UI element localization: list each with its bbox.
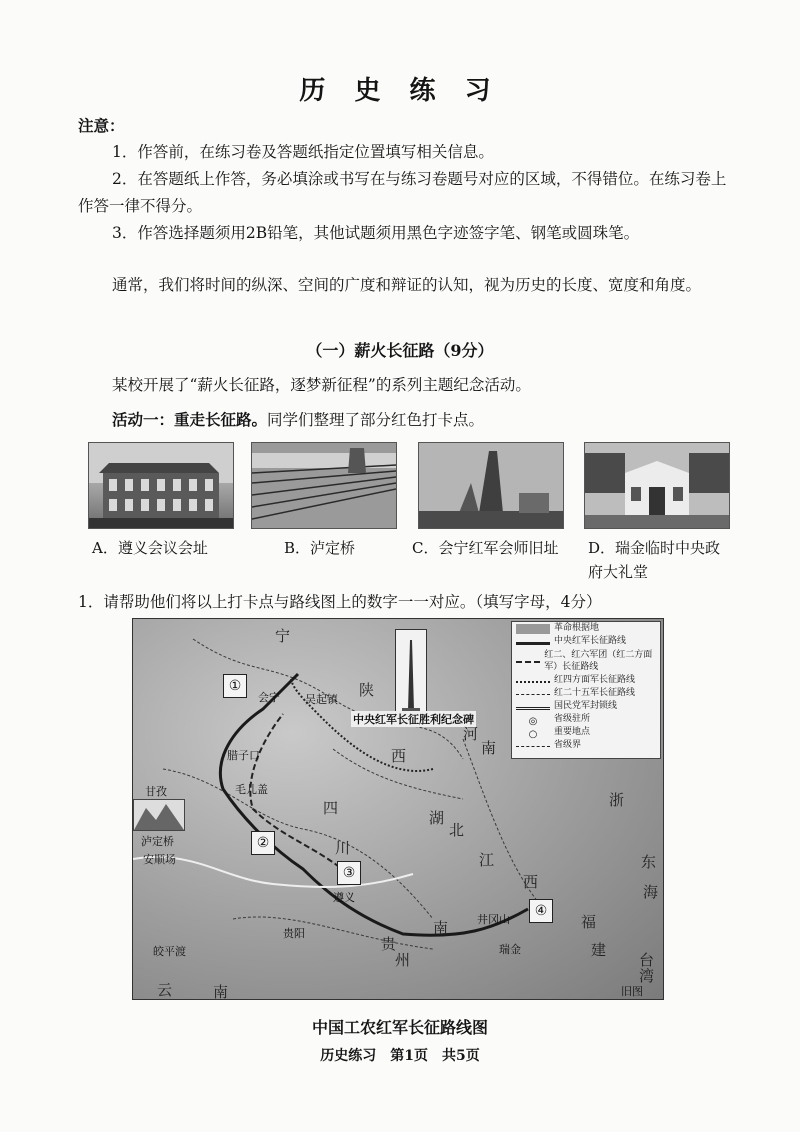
place-label: 瑞金 <box>499 943 521 956</box>
caption-d: D．瑞金临时中央政府大礼堂 <box>588 539 721 581</box>
notes <box>78 112 728 247</box>
place-label: 腊子口 <box>227 749 260 762</box>
place-label: 毛儿盖 <box>235 783 268 796</box>
place-label: 甘孜 <box>145 785 167 798</box>
map-legend <box>511 621 661 759</box>
monument-icon <box>396 630 426 720</box>
map-marker-3: ③ <box>337 861 361 885</box>
activity-intro: 某校开展了“薪火长征路，逐梦新征程”的系列主题纪念活动。 <box>112 376 531 394</box>
province-label: 川 <box>335 839 351 857</box>
note-item-2: 2．在答题纸上作答，务必填涂或书写在与练习卷题号对应的区域，不得错位。在练习卷上作答一律不得分。 <box>78 170 727 215</box>
province-label: 湖 <box>429 809 445 827</box>
place-label: 井冈山 <box>477 913 510 926</box>
mountain-icon <box>134 800 184 830</box>
monument-inset <box>395 629 427 721</box>
legend-row: 国民党军封锁线 <box>512 700 660 713</box>
province-label: 南 <box>433 919 449 937</box>
place-label: 皎平渡 <box>153 945 186 958</box>
section-title: （一）薪火长征路（9分） <box>306 341 494 360</box>
hall-image <box>585 443 729 528</box>
map-marker-2: ② <box>251 831 275 855</box>
province-label: 福 <box>581 913 597 931</box>
place-label: 遵义 <box>333 891 355 904</box>
place-label: 安顺场 <box>143 853 176 866</box>
province-label: 西 <box>391 747 407 765</box>
long-march-map <box>132 618 664 1000</box>
caption-a: A．遵义会议会址 <box>92 539 208 557</box>
province-label: 江 <box>479 851 495 869</box>
province-label: 南 <box>481 739 497 757</box>
map-marker-1: ① <box>223 674 247 698</box>
legend-row: ○ 重要地点 <box>528 727 591 740</box>
photo-huining-site <box>418 442 564 529</box>
province-label: 州 <box>395 951 411 969</box>
province-label: 贵 <box>381 935 397 953</box>
legend-row: 红二、红六军团（红二方面军）长征路线 <box>512 648 660 674</box>
legend-row: 革命根据地 <box>512 622 660 635</box>
notes-heading: 注意： <box>78 116 125 135</box>
note-item-3: 3．作答选择题须用2B铅笔，其他试题须用黑色字迹签字笔、钢笔或圆珠笔。 <box>112 224 640 242</box>
page-title: 历 史 练 习 <box>299 76 501 106</box>
legend-row: ◎ 省级驻所 <box>528 714 591 727</box>
activity-1-label: 活动一：重走长征路。 <box>112 410 268 429</box>
activity-1-text: 同学们整理了部分红色打卡点。 <box>267 411 485 429</box>
page-footer: 历史练习 第1页 共5页 <box>320 1048 480 1064</box>
monument-image <box>419 443 563 528</box>
corner-mark: 旧图 <box>621 985 643 998</box>
bridge-image <box>252 443 396 528</box>
photo-ruijin-hall <box>584 442 730 529</box>
province-label: 湾 <box>639 967 655 985</box>
province-label: 海 <box>643 883 659 901</box>
province-label: 南 <box>213 983 229 1000</box>
photo-zunyi-meeting-site <box>88 442 234 529</box>
question-1: 1．请帮助他们将以上打卡点与路线图上的数字一一对应。（填写字母，4分） <box>78 593 602 611</box>
province-label: 西 <box>523 873 539 891</box>
snow-mountain-inset <box>133 799 185 831</box>
caption-c: C．会宁红军会师旧址 <box>412 539 559 557</box>
province-label: 云 <box>157 981 173 999</box>
legend-row: 省级界 <box>512 739 660 752</box>
legend-row: 红二十五军长征路线 <box>512 687 660 700</box>
activity-1 <box>112 408 484 430</box>
province-label: 四 <box>323 799 339 817</box>
monument-label: 中央红军长征胜利纪念碑 <box>353 713 474 726</box>
photo-luding-bridge <box>251 442 397 529</box>
legend-row: 中央红军长征路线 <box>512 635 660 648</box>
province-label: 东 <box>641 853 657 871</box>
province-label: 建 <box>591 941 607 959</box>
map-marker-4: ④ <box>529 899 553 923</box>
province-label: 台 <box>639 951 655 969</box>
caption-b: B．泸定桥 <box>284 539 356 557</box>
province-label: 陕 <box>359 681 375 699</box>
legend-row: 红四方面军长征路线 <box>512 674 660 687</box>
note-item-1: 1．作答前，在练习卷及答题纸指定位置填写相关信息。 <box>112 143 494 161</box>
place-label: 泸定桥 <box>141 835 174 848</box>
province-label: 宁 <box>275 627 291 645</box>
place-label: 贵阳 <box>283 927 305 940</box>
map-caption: 中国工农红军长征路线图 <box>311 1018 488 1037</box>
province-label: 北 <box>449 821 465 839</box>
place-label: 吴起镇 <box>305 693 338 706</box>
intro-text: 通常，我们将时间的纵深、空间的广度和辩证的认知，视为历史的长度、宽度和角度。 <box>112 276 702 294</box>
building-image <box>89 443 233 528</box>
province-label: 浙 <box>609 791 625 809</box>
place-label: 会宁 <box>258 691 280 704</box>
photo-row <box>88 442 738 582</box>
province-label: 河 <box>463 725 479 743</box>
